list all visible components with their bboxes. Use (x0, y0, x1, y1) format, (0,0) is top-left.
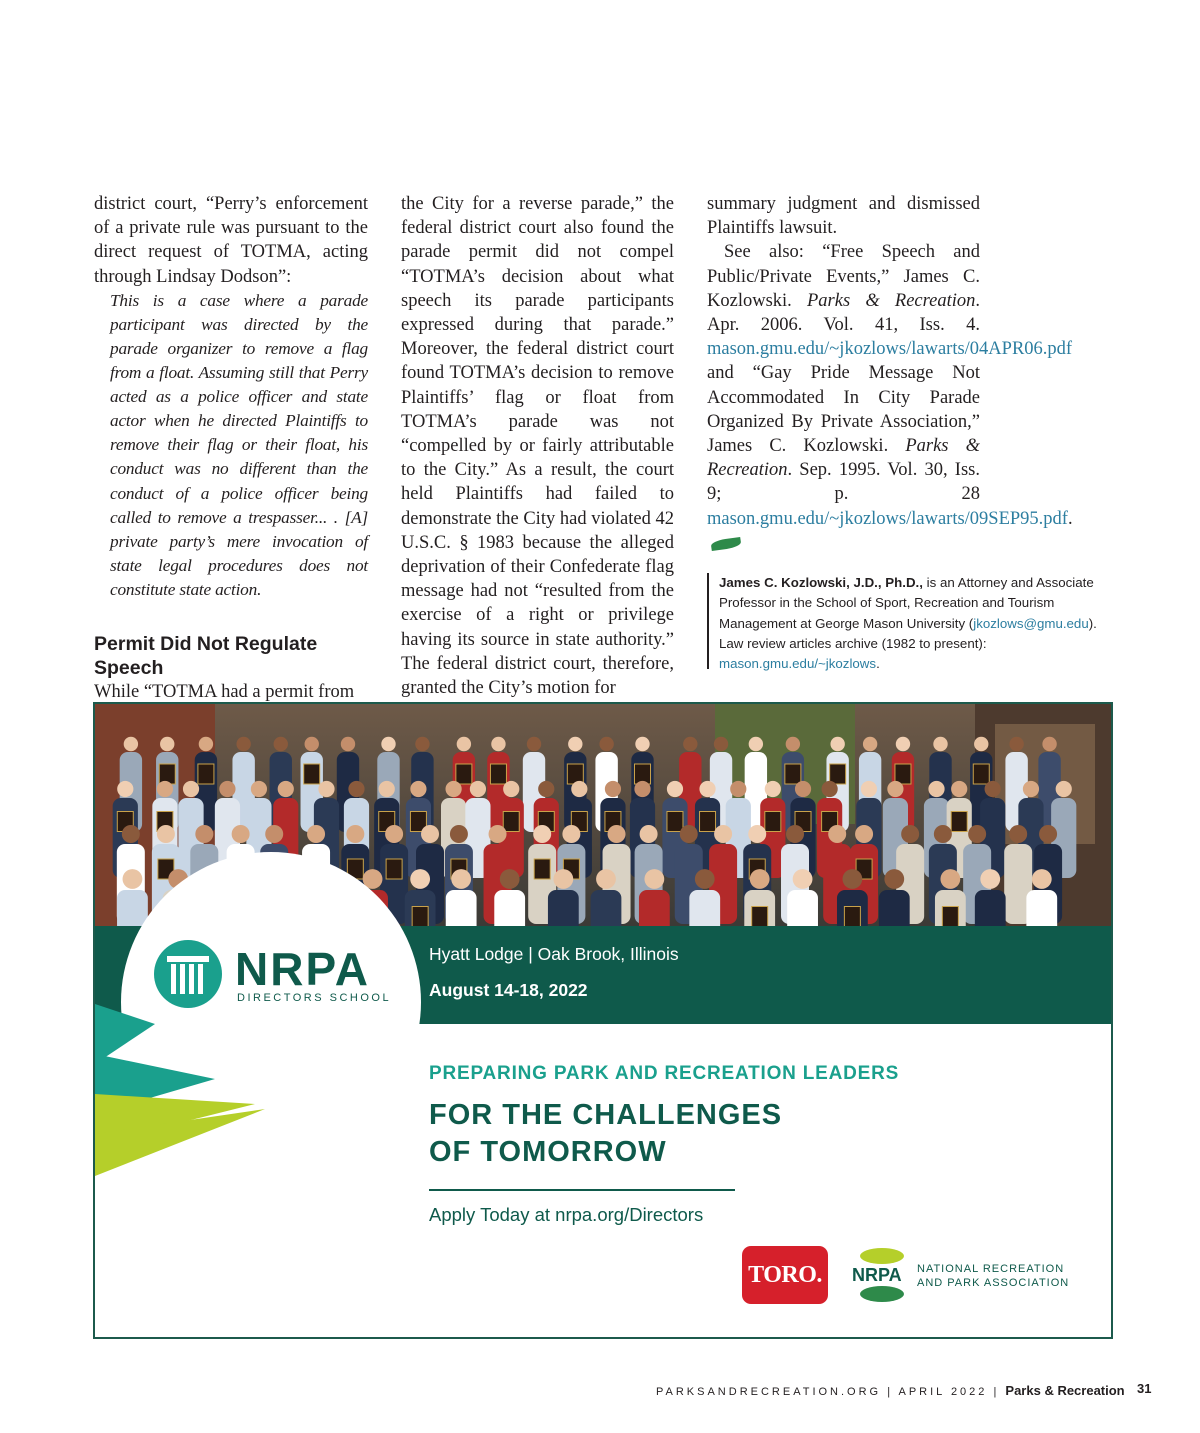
person-head (421, 825, 439, 843)
person-head (974, 737, 988, 751)
person-head (749, 737, 763, 751)
person-head (410, 781, 426, 797)
person-head (855, 825, 873, 843)
stripes-graphic (95, 1004, 275, 1184)
person-head (596, 869, 616, 889)
person-head (884, 869, 904, 889)
journal-title: Parks & Recreation (707, 436, 980, 481)
person-head (680, 825, 698, 843)
person-head (842, 869, 862, 889)
person-head (450, 825, 468, 843)
nrpa-logo-text: NRPA (235, 943, 370, 995)
person-head (123, 869, 143, 889)
person-head (379, 781, 395, 797)
person-head (385, 825, 403, 843)
person-head (381, 737, 395, 751)
award-plaque (844, 907, 860, 927)
column-icon (153, 938, 223, 1010)
paragraph: While “TOTMA had a permit from (94, 682, 355, 703)
person-head (822, 781, 838, 797)
person-head (683, 737, 697, 751)
award-plaque (567, 764, 583, 784)
award-plaque (386, 859, 402, 879)
person-body (1026, 890, 1057, 926)
paragraph: summary judgment and dismissed Plaintiffs lawsuit. (707, 194, 980, 239)
person-head (786, 737, 800, 751)
award-plaque (951, 812, 967, 832)
paragraph: the City for a reverse parade,” the federal district court also found the parade permit did not compel “TOTMA’s decision about what speech its parade participants expressed during that parade.” Moreover, the federal district court found TOTMA’s decision to remove Plaintiffs’ flag or float from TOTMA’s parade was not “compelled by or fairly attributable to the City.” As a result, the court held Plaintiffs had failed to demonstrate the City had violated 42 U.S.C. § 1983 because the alleged deprivation of their Confederate flag message had not “resulted from the exercise of a right or privilege having its source in state authority.” The federal district court, therefore, granted the City’s motion for (401, 194, 674, 699)
event-dates: August 14-18, 2022 (429, 980, 588, 1000)
person-body (446, 890, 477, 926)
award-plaque (412, 907, 428, 927)
person-head (951, 781, 967, 797)
award-plaque (765, 812, 781, 832)
article-column-3 (707, 192, 1073, 555)
person-head (503, 781, 519, 797)
person-head (786, 825, 804, 843)
person-head (341, 737, 355, 751)
footer-site: PARKSANDRECREATION.ORG (656, 1386, 882, 1398)
person-head (348, 781, 364, 797)
person-body (494, 890, 525, 926)
see-also-text: and “Gay Pride Message Not Accommodated In City Parade Organized By Private Association,” James C. Kozlowski. (707, 363, 980, 457)
person-head (318, 781, 334, 797)
nrpa-directors-school-ad[interactable] (93, 702, 1113, 1339)
award-plaque (490, 764, 506, 784)
person-head (901, 825, 919, 843)
person-head (985, 781, 1001, 797)
award-plaque (895, 764, 911, 784)
award-plaque (973, 764, 989, 784)
person-head (346, 825, 364, 843)
person-head (274, 737, 288, 751)
person-head (1056, 781, 1072, 797)
person-head (305, 737, 319, 751)
person-head (695, 869, 715, 889)
award-plaque (942, 907, 958, 927)
award-plaque (304, 764, 320, 784)
person-head (635, 737, 649, 751)
person-head (307, 825, 325, 843)
person-body (975, 890, 1006, 926)
toro-logo: TORO. (742, 1246, 828, 1304)
section-heading: Permit Did Not Regulate Speech (94, 633, 318, 680)
person-head (828, 825, 846, 843)
person-head (861, 781, 877, 797)
person-head (605, 781, 621, 797)
person-head (571, 781, 587, 797)
logo-subtitle: DIRECTORS SCHOOL (237, 992, 392, 1004)
person-head (236, 737, 250, 751)
author-bio (707, 573, 1119, 672)
person-body (787, 890, 818, 926)
person-head (195, 825, 213, 843)
person-head (793, 869, 813, 889)
person-head (896, 737, 910, 751)
author-email-link[interactable]: jkozlows@gmu.edu (973, 615, 1089, 631)
bio-text: ). Law review articles archive (1982 to present): (719, 615, 1097, 651)
person-head (748, 825, 766, 843)
person-head (887, 781, 903, 797)
person-head (934, 825, 952, 843)
person-head (451, 869, 471, 889)
period: . (876, 656, 880, 672)
headline-line: OF TOMORROW (429, 1136, 667, 1168)
person-head (491, 737, 505, 751)
see-also-paragraph (707, 240, 1073, 555)
person-body (591, 890, 622, 926)
footer-separator: | (887, 1386, 894, 1398)
person-head (940, 869, 960, 889)
person-head (278, 781, 294, 797)
award-plaque (667, 812, 683, 832)
footer-issue: APRIL 2022 (898, 1386, 988, 1398)
footer-separator: | (993, 1386, 1000, 1398)
headline (429, 1097, 782, 1171)
person-head (667, 781, 683, 797)
person-head (457, 737, 471, 751)
person-head (599, 737, 613, 751)
association-line: AND PARK ASSOCIATION (917, 1277, 1070, 1289)
association-line: NATIONAL RECREATION (917, 1263, 1065, 1275)
person-head (795, 781, 811, 797)
person-head (863, 737, 877, 751)
award-plaque (198, 764, 214, 784)
person-head (410, 869, 430, 889)
person-head (634, 781, 650, 797)
person-head (933, 737, 947, 751)
person-head (1042, 737, 1056, 751)
person-head (1023, 781, 1039, 797)
person-body (689, 890, 720, 926)
association-name (917, 1262, 1069, 1290)
person-head (608, 825, 626, 843)
person-head (644, 869, 664, 889)
award-plaque (534, 859, 550, 879)
person-head (122, 825, 140, 843)
person-head (500, 869, 520, 889)
citation-text: . Sep. 1995. Vol. 30, Iss. 9; p. 28 (707, 460, 980, 505)
person-head (968, 825, 986, 843)
period: . (1067, 508, 1073, 529)
person-head (765, 781, 781, 797)
person-head (157, 781, 173, 797)
award-plaque (503, 812, 519, 832)
footer-magazine: Parks & Recreation (1005, 1383, 1125, 1398)
person-head (415, 737, 429, 751)
paragraph: district court, “Perry’s enforcement of a private rule was pursuant to the direct request of TOTMA, acting through Lindsay Dodson”: (94, 194, 368, 287)
person-body (117, 890, 148, 926)
author-name: James C. Kozlowski, J.D., Ph.D., (719, 575, 923, 590)
award-plaque (785, 764, 801, 784)
person-head (928, 781, 944, 797)
venue: Hyatt Lodge | Oak Brook, Illinois (429, 944, 679, 964)
person-head (232, 825, 250, 843)
person-head (1009, 825, 1027, 843)
leaf-end-icon (710, 537, 741, 551)
award-plaque (456, 764, 472, 784)
citation-text: . Apr. 2006. Vol. 41, Iss. 4. (707, 290, 981, 336)
see-also-text: See also: “Free Speech and Public/Private Events,” James C. Kozlowski. (707, 242, 980, 311)
archive-link-1995[interactable]: mason.gmu.edu/~jkozlows/lawarts/09SEP95.pdf (707, 508, 1068, 529)
award-plaque (700, 812, 716, 832)
person-head (446, 781, 462, 797)
person-head (1039, 825, 1057, 843)
award-plaque (752, 907, 768, 927)
person-head (533, 825, 551, 843)
person-body (879, 890, 910, 926)
person-head (470, 781, 486, 797)
person-head (562, 825, 580, 843)
article-column-2 (401, 192, 674, 700)
person-head (251, 781, 267, 797)
person-head (117, 781, 133, 797)
person-head (553, 869, 573, 889)
person-head (714, 825, 732, 843)
award-plaque (830, 764, 846, 784)
person-head (265, 825, 283, 843)
person-head (1032, 869, 1052, 889)
person-head (830, 737, 844, 751)
person-head (199, 737, 213, 751)
person-head (640, 825, 658, 843)
person-head (714, 737, 728, 751)
person-head (489, 825, 507, 843)
person-head (699, 781, 715, 797)
block-quote: This is a case where a parade participant was directed by the parade organizer to remove a flag from a float. Assuming still that Perry acted as a police officer and state actor when he directed Plaintiffs to remove their flag or their float, his conduct was no different than the conduct of a police officer being called to remove a trespasser... . [A] private party’s mere invocation of state legal procedures does not constitute state action. (110, 290, 368, 599)
person-head (1009, 737, 1023, 751)
person-head (538, 781, 554, 797)
person-head (124, 737, 138, 751)
person-head (750, 869, 770, 889)
person-head (160, 737, 174, 751)
person-head (183, 781, 199, 797)
archive-link-2006[interactable]: mason.gmu.edu/~jkozlows/lawarts/04APR06.pdf (707, 339, 1073, 360)
person-head (219, 781, 235, 797)
person-head (157, 825, 175, 843)
article-column-1 (94, 192, 368, 704)
archive-link[interactable]: mason.gmu.edu/~jkozlows (719, 656, 877, 672)
apply-link[interactable]: Apply Today at nrpa.org/Directors (429, 1204, 704, 1225)
page-footer (656, 1383, 1125, 1398)
page-number: 31 (1137, 1381, 1152, 1396)
nrpa-small-logo-text: NRPA (852, 1265, 902, 1285)
person-body (639, 890, 670, 926)
person-head (980, 869, 1000, 889)
person-body (548, 890, 579, 926)
award-plaque (159, 764, 175, 784)
person-head (568, 737, 582, 751)
bio-text: is an Attorney and Associate Professor in the School of Sport, Recreation and Tourism Management at George Mason University ( (719, 575, 1094, 631)
journal-title: Parks & Recreation (806, 290, 976, 311)
person-head (730, 781, 746, 797)
headline-line: FOR THE CHALLENGES (429, 1099, 783, 1131)
divider (429, 1189, 735, 1191)
tagline: PREPARING PARK AND RECREATION LEADERS (429, 1063, 900, 1084)
person-head (527, 737, 541, 751)
